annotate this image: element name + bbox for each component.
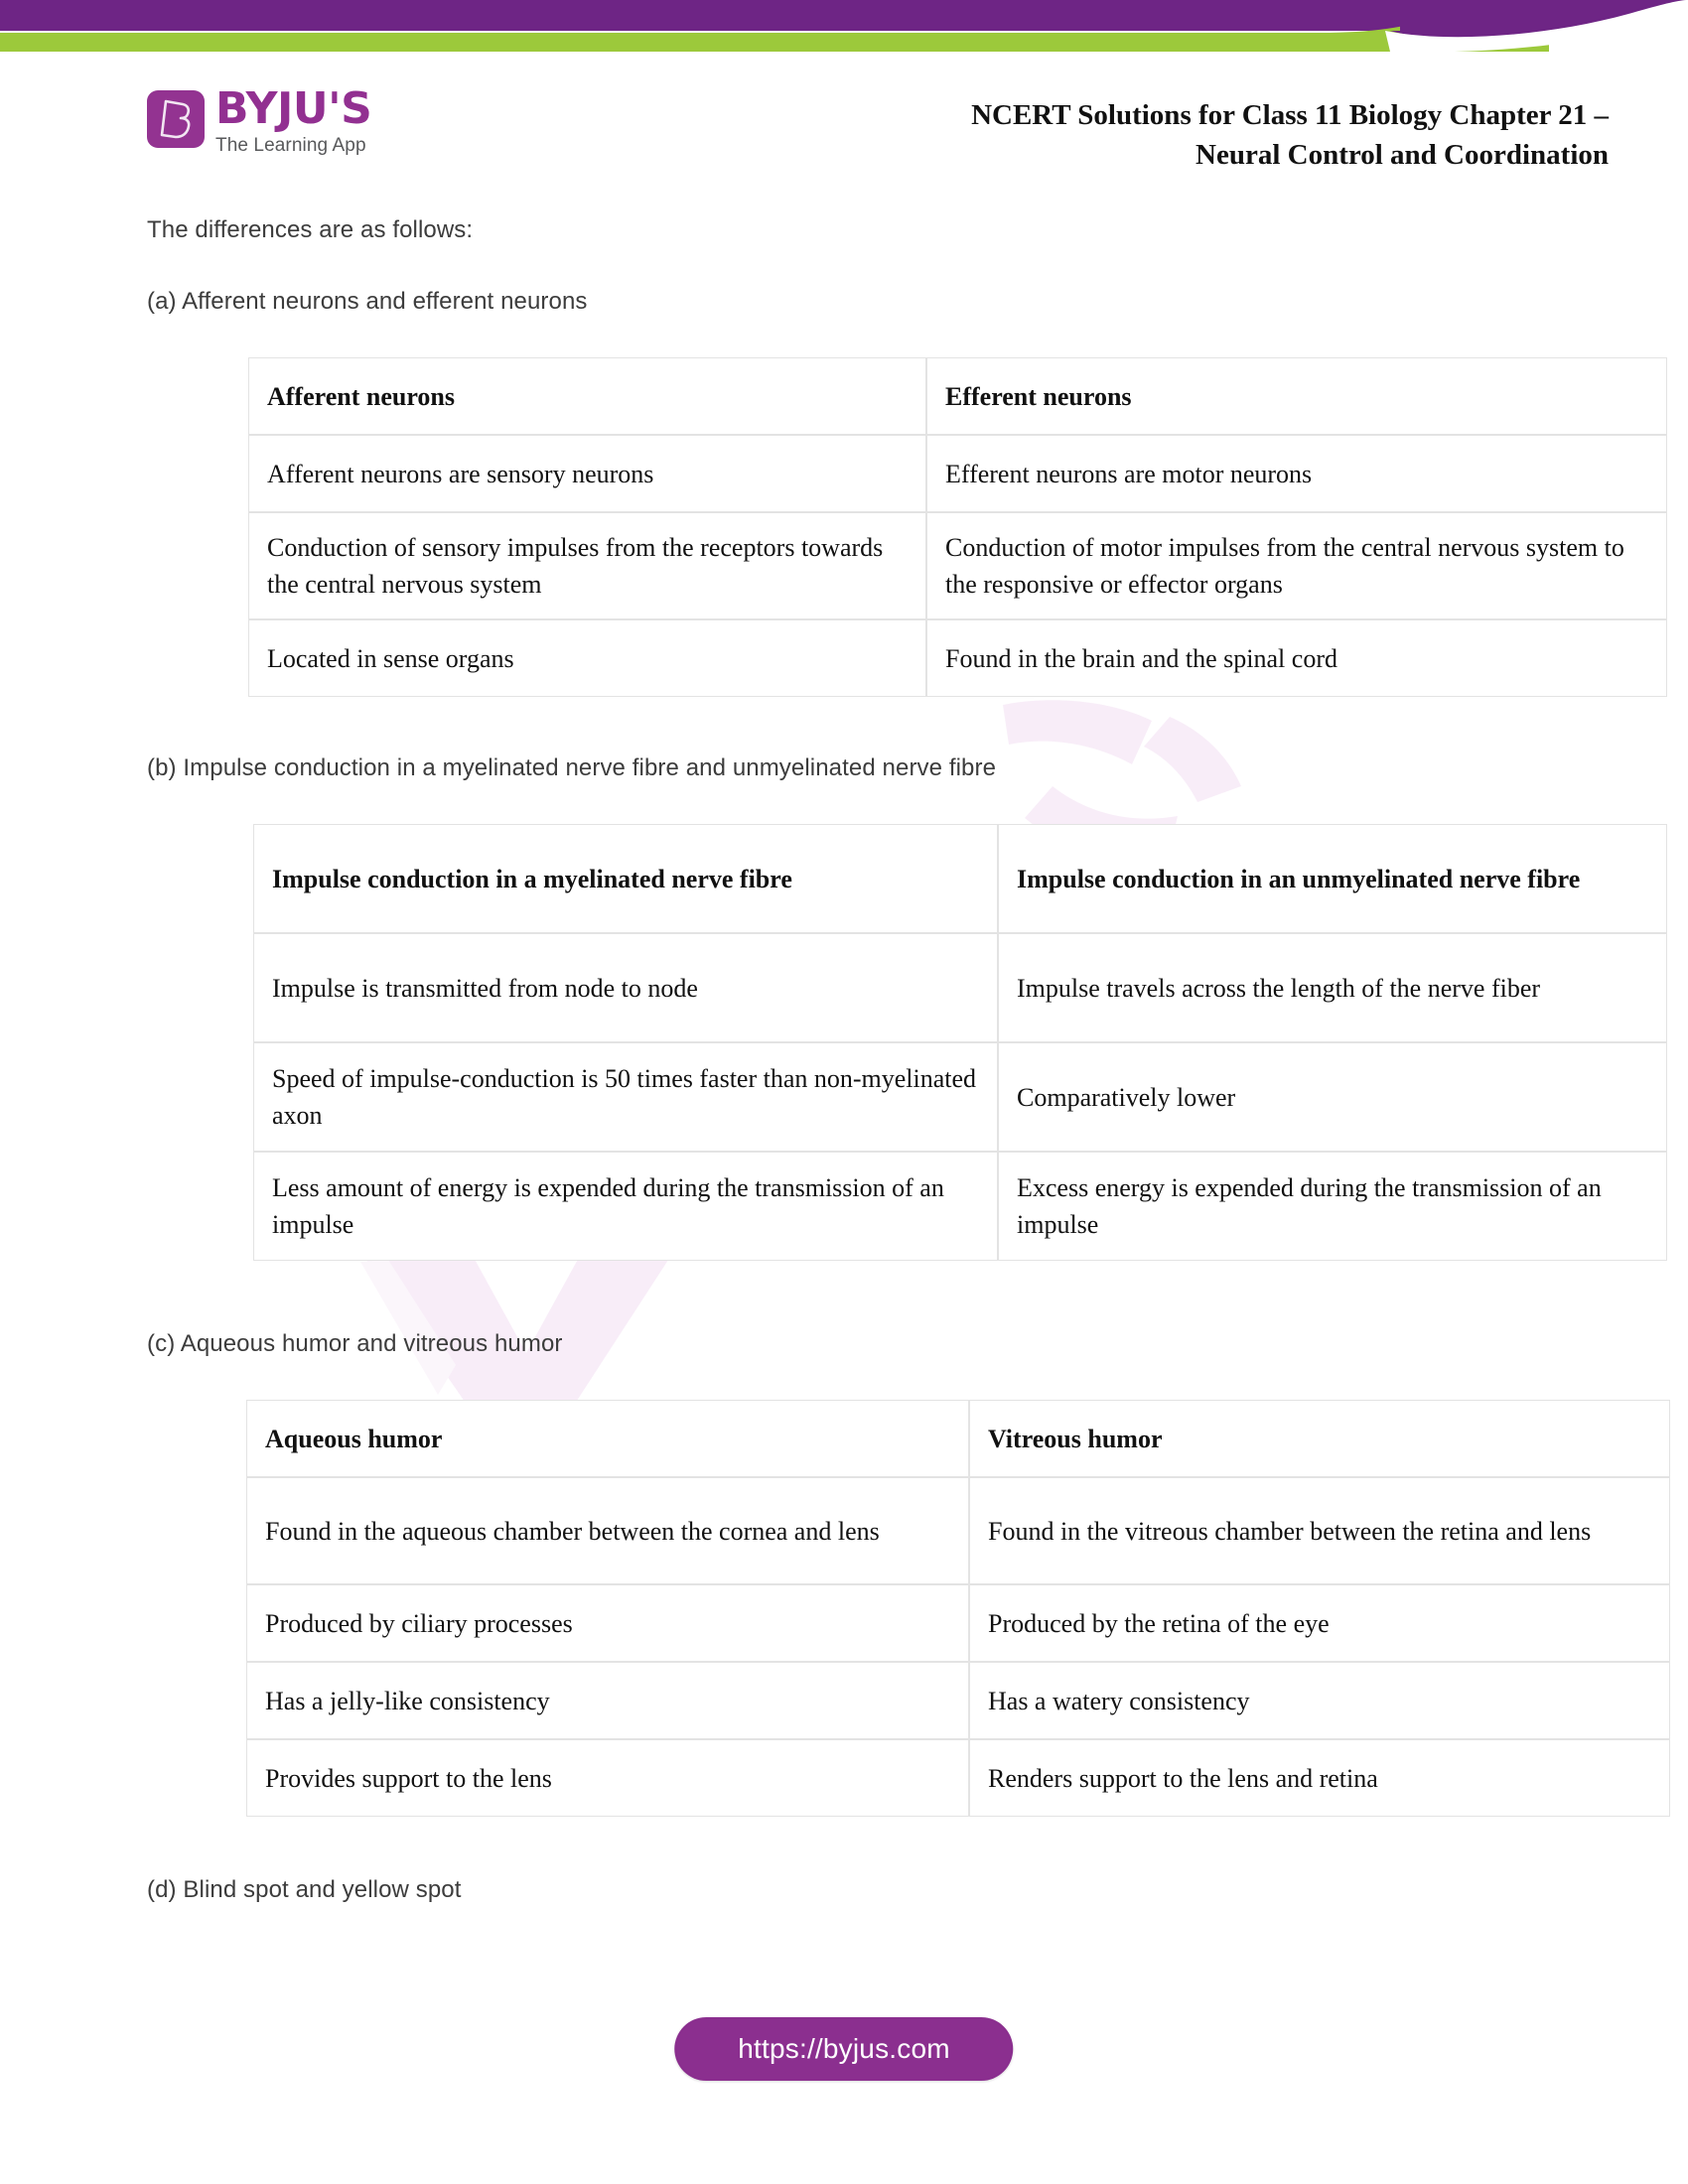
table-cell: Conduction of motor impulses from the central nervous system to the responsive or effector organs [926,512,1667,619]
table-cell: Found in the vitreous chamber between the retina and lens [969,1477,1670,1584]
byjus-logo-mark-icon [147,90,205,148]
table-cell: Excess energy is expended during the transmission of an impulse [998,1152,1667,1261]
table-cell: Produced by ciliary processes [246,1584,969,1662]
table-cell: Found in the aqueous chamber between the cornea and lens [246,1477,969,1584]
table-row [253,1042,1667,1152]
table-cell: Comparatively lower [998,1042,1667,1152]
table-cell: Has a jelly-like consistency [246,1662,969,1739]
table-cell: Has a watery consistency [969,1662,1670,1739]
table-cell: Renders support to the lens and retina [969,1739,1670,1817]
table-aqueous-vitreous [246,1400,1670,1817]
table-cell: Afferent neurons are sensory neurons [248,435,926,512]
table-header-cell: Afferent neurons [248,357,926,435]
table-row [253,824,1667,933]
section-d-label: (d) Blind spot and yellow spot [147,1876,462,1903]
table-cell: Impulse travels across the length of the nerve fiber [998,933,1667,1042]
section-a-label: (a) Afferent neurons and efferent neurons [147,288,588,315]
table-header-cell: Efferent neurons [926,357,1667,435]
table-cell: Efferent neurons are motor neurons [926,435,1667,512]
table-row [253,933,1667,1042]
table-row [246,1584,1670,1662]
table-header-cell: Aqueous humor [246,1400,969,1477]
page-title [854,95,1609,175]
logo-tagline: The Learning App [215,135,366,156]
table-cell: Produced by the retina of the eye [969,1584,1670,1662]
page-title-line-1: NCERT Solutions for Class 11 Biology Chapter 21 – [971,99,1609,131]
table-header-cell: Vitreous humor [969,1400,1670,1477]
table-afferent-efferent [248,357,1667,697]
table-row [253,1152,1667,1261]
byjus-logo [147,83,372,157]
table-cell: Speed of impulse-conduction is 50 times faster than non-myelinated axon [253,1042,998,1152]
footer-website-link[interactable]: https://byjus.com [674,2017,1013,2081]
table-cell: Conduction of sensory impulses from the receptors towards the central nervous system [248,512,926,619]
table-header-cell: Impulse conduction in a myelinated nerve fibre [253,824,998,933]
table-row [248,435,1667,512]
table-header-cell: Impulse conduction in an unmyelinated nerve fibre [998,824,1667,933]
table-cell: Provides support to the lens [246,1739,969,1817]
header-decorative-band [0,0,1688,79]
table-row [246,1739,1670,1817]
section-b-label: (b) Impulse conduction in a myelinated nerve fibre and unmyelinated nerve fibre [147,754,997,781]
table-myelinated-unmyelinated [253,824,1667,1261]
table-row [246,1477,1670,1584]
table-cell: Less amount of energy is expended during the transmission of an impulse [253,1152,998,1261]
table-row [248,357,1667,435]
section-c-label: (c) Aqueous humor and vitreous humor [147,1330,563,1357]
page-title-line-2: Neural Control and Coordination [1196,139,1609,171]
table-row [246,1662,1670,1739]
table-cell: Impulse is transmitted from node to node [253,933,998,1042]
table-cell: Found in the brain and the spinal cord [926,619,1667,697]
table-cell: Located in sense organs [248,619,926,697]
table-row [248,512,1667,619]
intro-text: The differences are as follows: [147,216,474,243]
table-row [248,619,1667,697]
logo-wordmark: BYJU'S [215,83,372,134]
table-row [246,1400,1670,1477]
